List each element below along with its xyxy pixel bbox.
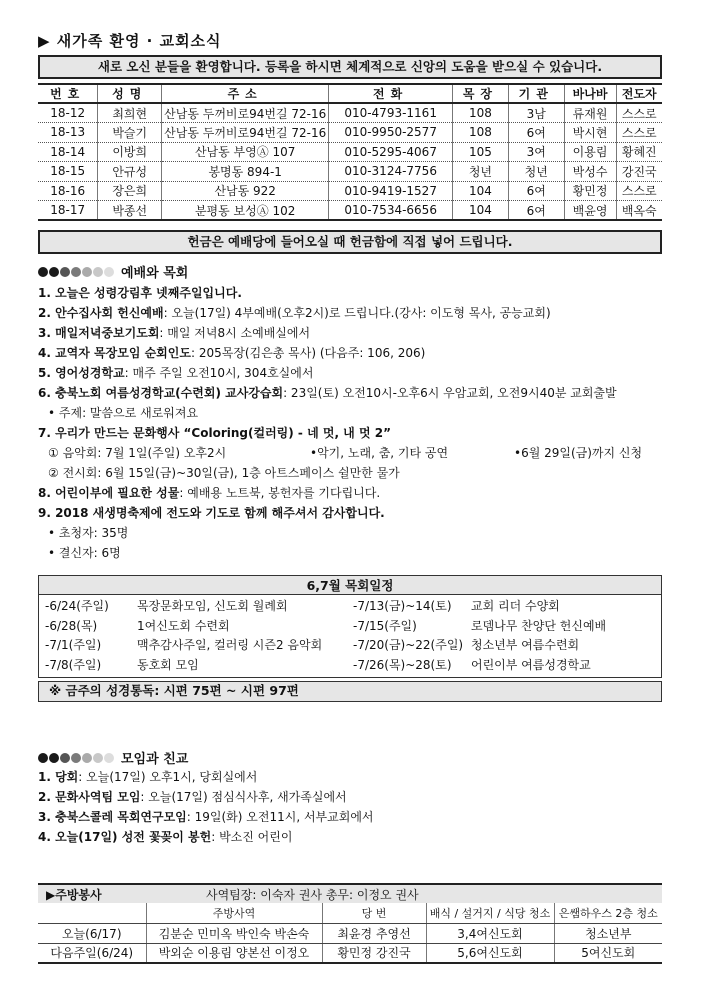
table-cell: 18-17 [38, 201, 98, 221]
col-header: 당 번 [322, 903, 426, 923]
table-cell: 스스로 [616, 123, 662, 143]
table-cell: 010-4793-1161 [329, 103, 453, 123]
table-row [38, 181, 662, 201]
table-row [38, 142, 662, 162]
worship-title: 예배와 목회 [121, 266, 189, 281]
concert-program: •악기, 노래, 춤, 기타 공연 [310, 446, 449, 460]
table-cell: 봉명동 894-1 [162, 162, 329, 182]
schedule-date: -7/20(금)~22(주일) [353, 638, 464, 652]
schedule-event: 교회 리더 수양회 [471, 599, 560, 613]
meeting-item [38, 807, 678, 827]
col-header: 주소 [162, 84, 329, 103]
schedule-event: 청소년부 여름수련회 [471, 638, 580, 652]
col-header: 목장 [453, 84, 509, 103]
item-text: : 매주 주일 오전10시, 304호실에서 [124, 366, 314, 380]
schedule-event: 동호회 모임 [137, 657, 199, 672]
col-header [38, 903, 146, 923]
table-cell: 김분순 민미옥 박인숙 박손숙 [146, 923, 322, 943]
meeting-item [38, 787, 678, 807]
table-cell: 황민정 [564, 181, 616, 201]
meetings-heading [38, 748, 188, 767]
schedule-date: -7/8(주일) [45, 657, 102, 672]
table-cell: 황민정 강진국 [322, 943, 426, 963]
worship-item [38, 403, 678, 423]
table-cell: 010-3124-7756 [329, 162, 453, 182]
meetings-list [38, 767, 678, 847]
new-members-table [38, 83, 662, 221]
meeting-item [38, 767, 678, 787]
item-text: : 예배용 노트북, 봉헌자를 기다립니다. [179, 486, 381, 500]
table-row [38, 103, 662, 123]
item-text: : 오늘(17일) 점심식사후, 새가족실에서 [140, 790, 347, 804]
table-cell: 청소년부 [554, 923, 662, 943]
table-header-row [38, 84, 662, 103]
table-cell: 박성수 [564, 162, 616, 182]
table-cell: 010-9950-2577 [329, 123, 453, 143]
col-header: 전화 [329, 84, 453, 103]
worship-item-9 [38, 503, 678, 523]
table-cell: 18-12 [38, 103, 98, 123]
item-text: : 205목장(김은총 목사) (다음주: 106, 206) [190, 346, 426, 360]
welcome-banner: 새로 오신 분들을 환영합니다. 등록을 하시면 체계적으로 신앙의 도움을 받으실 수 있습니다. [38, 55, 662, 79]
table-cell: 6여 [508, 123, 564, 143]
worship-item [38, 303, 678, 323]
col-header: 기관 [508, 84, 564, 103]
schedule-event: 어린이부 여름성경학교 [471, 657, 591, 672]
table-cell: 18-14 [38, 142, 98, 162]
item-text: : 오늘(17일) 오후1시, 당회실에서 [78, 770, 258, 784]
worship-item-8 [38, 483, 678, 503]
worship-item [38, 383, 678, 403]
schedule-event: 1여신도회 수련회 [137, 618, 230, 633]
table-cell: 18-16 [38, 181, 98, 201]
col-header: 바나바 [564, 84, 616, 103]
item-text: • 주제: 말씀으로 새로워져요 [48, 406, 199, 420]
table-cell: 청년 [508, 162, 564, 182]
table-cell: 18-15 [38, 162, 98, 182]
col-header: 배식 / 설거지 / 식당 청소 [426, 903, 554, 923]
section-title: ▶ 새가족 환영 · 교회소식 [38, 32, 222, 50]
table-row [38, 923, 662, 943]
col-header: 전도자 [616, 84, 662, 103]
table-cell: 104 [453, 201, 509, 221]
table-cell: 5여신도회 [554, 943, 662, 963]
table-cell: 이용림 [564, 142, 616, 162]
table-cell: 스스로 [616, 103, 662, 123]
schedule-date: -7/15(주일) [353, 618, 417, 633]
table-cell: 다음주일(6/24) [38, 943, 146, 963]
table-cell: 3남 [508, 103, 564, 123]
schedule-date: -6/24(주일) [45, 599, 109, 613]
table-cell: 박시현 [564, 123, 616, 143]
schedule-right-column [353, 597, 661, 675]
worship-list [38, 283, 678, 563]
table-cell: 백윤영 [564, 201, 616, 221]
kitchen-service [38, 883, 662, 964]
kitchen-leaders: 사역팀장: 이숙자 권사 총무: 이정오 권사 [206, 887, 419, 902]
schedule-date: -6/28(목) [45, 618, 98, 633]
item-text: : 23일(토) 오전10시-오후6시 우암교회, 오전9시40분 교회출발 [283, 386, 617, 400]
schedule-event: 목장문화모임, 신도회 월례회 [137, 599, 288, 613]
schedule-row [353, 597, 661, 617]
table-cell: 104 [453, 181, 509, 201]
table-row [38, 201, 662, 221]
schedule-title: 6,7월 목회일정 [39, 576, 661, 595]
item-bold: 1. 당회 [38, 770, 79, 784]
worship-item [38, 343, 678, 363]
table-cell: 산남동 두꺼비로94번길 72-16 [162, 123, 329, 143]
table-cell: 6여 [508, 201, 564, 221]
schedule-left-column [45, 597, 353, 675]
table-cell: 청년 [453, 162, 509, 182]
schedule-row [353, 656, 661, 676]
table-cell: 산남동 두꺼비로94번길 72-16 [162, 103, 329, 123]
table-cell: 최윤경 추영선 [322, 923, 426, 943]
culture-exhibit-line: ② 전시회: 6월 15일(금)~30일(금), 1층 아트스페이스 쉴만한 물가 [48, 466, 400, 480]
schedule-box [38, 575, 662, 678]
bible-reading-banner: ※ 금주의 성경통독: 시편 75편 ~ 시편 97편 [38, 681, 662, 702]
col-header: 성명 [98, 84, 162, 103]
schedule-date: -7/26(목)~28(토) [353, 657, 452, 672]
table-cell: 황혜진 [616, 142, 662, 162]
table-cell: 010-7534-6656 [329, 201, 453, 221]
item-bold: 1. 오늘은 성령강림후 넷째주일입니다. [38, 286, 242, 300]
schedule-date: -7/13(금)~14(토) [353, 599, 452, 613]
table-cell: 이방희 [98, 142, 162, 162]
bullet-dots-icon [38, 753, 115, 763]
table-cell: 010-9419-1527 [329, 181, 453, 201]
schedule-row [45, 656, 353, 676]
table-cell: 오늘(6/17) [38, 923, 146, 943]
table-cell: 장은희 [98, 181, 162, 201]
kitchen-label: ▶주방봉사 [46, 887, 102, 902]
table-cell: 18-13 [38, 123, 98, 143]
invitee-count: • 초청자: 35명 [48, 526, 129, 540]
table-cell: 류재원 [564, 103, 616, 123]
item-text: : 매일 저녁8시 소예배실에서 [159, 326, 311, 340]
col-header: 주방사역 [146, 903, 322, 923]
offering-banner: 헌금은 예배당에 들어오실 때 헌금함에 직접 넣어 드립니다. [38, 230, 662, 254]
table-cell: 3,4여신도회 [426, 923, 554, 943]
schedule-event: 로뎀나무 찬양단 헌신예배 [471, 618, 607, 633]
meeting-item [38, 827, 678, 847]
worship-item [38, 423, 678, 443]
table-cell: 산남동 부영Ⓐ 107 [162, 142, 329, 162]
schedule-event: 맥추감사주일, 컬러링 시즌2 음악회 [137, 638, 323, 652]
item-bold: 8. 어린이부에 필요한 성물 [38, 486, 180, 500]
schedule-row [45, 597, 353, 617]
item-text: : 오늘(17일) 4부예배(오후2시)로 드립니다.(강사: 이도형 목사, 공능교회) [163, 306, 551, 320]
table-cell: 108 [453, 103, 509, 123]
kitchen-table [38, 903, 662, 964]
schedule-row [45, 617, 353, 637]
item-bold: 2. 문화사역팀 모임 [38, 790, 141, 804]
table-cell: 010-5295-4067 [329, 142, 453, 162]
item-text: : 박소진 어린이 [211, 830, 293, 844]
table-row [38, 162, 662, 182]
item-bold: 4. 오늘(17일) 성전 꽃꽂이 봉헌 [38, 830, 212, 844]
schedule-date: -7/1(주일) [45, 638, 102, 652]
item-bold: 7. 우리가 만드는 문화행사 “Coloring(컬러링) - 네 멋, 내 멋 2” [38, 426, 391, 440]
item-bold: 2. 안수집사회 헌신예배 [38, 306, 164, 320]
table-cell: 5,6여신도회 [426, 943, 554, 963]
worship-item [38, 283, 678, 303]
table-cell: 3여 [508, 142, 564, 162]
table-cell: 분평동 보성Ⓐ 102 [162, 201, 329, 221]
table-cell: 108 [453, 123, 509, 143]
table-cell: 6여 [508, 181, 564, 201]
col-header: 번호 [38, 84, 98, 103]
concert-deadline: •6월 29일(금)까지 신청 [514, 446, 643, 460]
worship-heading [38, 262, 188, 281]
table-cell: 백옥숙 [616, 201, 662, 221]
item-bold: 3. 매일저녁중보기도회 [38, 326, 160, 340]
table-cell: 강진국 [616, 162, 662, 182]
culture-concert-line [38, 443, 678, 463]
table-cell: 박슬기 [98, 123, 162, 143]
table-cell: 박종선 [98, 201, 162, 221]
item-bold: 9. 2018 새생명축제에 전도와 기도로 함께 해주셔서 감사합니다. [38, 506, 385, 520]
item-bold: 3. 충북스콜레 목회연구모임 [38, 810, 187, 824]
item-text: : 19일(화) 오전11시, 서부교회에서 [186, 810, 374, 824]
table-cell: 산남동 922 [162, 181, 329, 201]
convert-count: • 결신자: 6명 [48, 546, 121, 560]
item-bold: 4. 교역자 목장모임 순회인도 [38, 346, 191, 360]
table-cell: 안규성 [98, 162, 162, 182]
schedule-row [45, 636, 353, 656]
concert-text: ① 음악회: 7월 1일(주일) 오후2시 [48, 446, 227, 460]
schedule-row [353, 636, 661, 656]
table-cell: 스스로 [616, 181, 662, 201]
schedule-row [353, 617, 661, 637]
col-header: 은쌤하우스 2층 청소 [554, 903, 662, 923]
worship-item [38, 323, 678, 343]
table-row [38, 123, 662, 143]
table-row [38, 943, 662, 963]
table-cell: 최희현 [98, 103, 162, 123]
item-bold: 6. 충북노회 여름성경학교(수련회) 교사강습회 [38, 386, 284, 400]
worship-item [38, 363, 678, 383]
bullet-dots-icon [38, 267, 115, 277]
item-bold: 5. 영어성경학교 [38, 366, 125, 380]
table-cell: 105 [453, 142, 509, 162]
table-cell: 박외순 이용림 양본선 이정오 [146, 943, 322, 963]
meetings-title: 모임과 친교 [121, 752, 189, 767]
